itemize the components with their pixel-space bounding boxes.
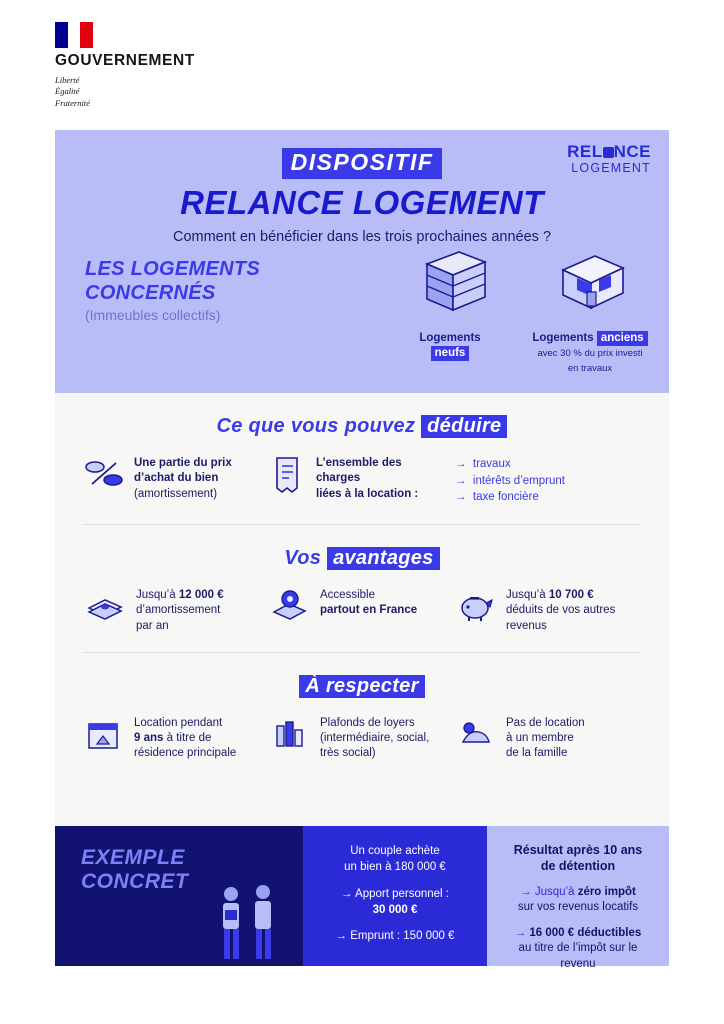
respecter-item-1-text xyxy=(134,714,236,762)
deduire-row xyxy=(83,454,641,506)
avantage-3-l3: revenus xyxy=(506,619,547,632)
concerned-subtitle: (Immeubles collectifs) xyxy=(85,307,221,324)
example-right-heading-l2: de détention xyxy=(540,859,616,874)
example-right-p1-l2: sur vos revenus locatifs xyxy=(517,901,639,914)
deduire-item-2 xyxy=(269,454,455,506)
avantage-item-1-text xyxy=(136,586,224,634)
example-right-p2 xyxy=(501,926,655,973)
section-respecter-title-box: À respecter xyxy=(299,675,424,698)
avantage-1-l1-bold: 12 000 € xyxy=(178,589,224,602)
respecter-2-l1: Plafonds de loyers xyxy=(320,716,415,729)
housing-type-old-note-l2: en travaux xyxy=(567,362,613,374)
section-respecter-title xyxy=(83,675,641,698)
example-right-heading-l1: Résultat après 10 ans xyxy=(513,843,643,857)
housing-type-new-label: Logements xyxy=(419,332,481,344)
respecter-1-l2-rest: à titre de xyxy=(163,732,212,745)
deduire-arrow-3: → taxe foncière xyxy=(455,491,539,504)
respecter-item-3-text xyxy=(506,714,585,762)
example-right-p2-l2: au titre de l’impôt sur le revenu xyxy=(518,942,638,970)
housing-types xyxy=(385,248,655,376)
avantage-item-2 xyxy=(269,586,455,634)
avantage-1-l1-pre: Jusqu’à xyxy=(136,589,179,602)
example-mid-line1: Un couple achète xyxy=(350,845,440,857)
government-header xyxy=(55,22,275,109)
section-avantages xyxy=(55,525,669,634)
page-subtitle: Comment en bénéficier dans les trois prochaines années ? xyxy=(172,229,552,245)
avantage-3-l1-pre: Jusqu’à xyxy=(506,589,549,602)
respecter-1-l2-bold: 9 ans xyxy=(134,732,164,745)
concerned-title-line1: LES LOGEMENTS xyxy=(85,258,261,280)
avantage-item-2-text xyxy=(320,586,417,634)
deduire-item-2-text xyxy=(316,454,447,506)
housing-type-old xyxy=(525,248,655,376)
logo-square-icon xyxy=(603,147,614,158)
example-left xyxy=(55,826,303,966)
housing-type-old-caption xyxy=(525,331,655,376)
old-building-icon xyxy=(547,248,633,322)
deduire-item-1 xyxy=(83,454,269,506)
calendar-house-icon xyxy=(83,714,125,762)
example-right-p1-arrow: → Jusqu’à xyxy=(520,885,578,898)
deduire-item-1-l1: Une partie du prix xyxy=(134,457,232,469)
new-building-icon xyxy=(407,248,493,322)
respecter-item-2 xyxy=(269,714,455,762)
example-mid-line3-arrow: → Apport personnel : xyxy=(340,887,450,900)
motto-egalite: Égalité xyxy=(55,86,80,97)
avantages-row xyxy=(83,586,641,634)
relance-logement-logo xyxy=(567,143,651,175)
section-avantages-title-box: avantages xyxy=(327,547,440,570)
coins-percent-icon xyxy=(83,454,125,506)
concerned-title-line2: CONCERNÉS xyxy=(85,281,216,304)
housing-type-new-caption xyxy=(385,331,515,361)
respecter-1-l3: résidence principale xyxy=(134,747,237,760)
example-middle xyxy=(303,826,487,966)
deduire-item-2-l2: liées à la location : xyxy=(316,487,419,500)
couple-illustration-icon xyxy=(201,880,297,966)
avantage-1-l3: par an xyxy=(136,619,169,632)
deduire-arrow-list xyxy=(455,454,641,506)
section-deduire-title-plain: Ce que vous pouvez xyxy=(216,415,422,437)
example-mid-line4: → Emprunt : 150 000 € xyxy=(335,930,455,943)
respecter-item-1 xyxy=(83,714,269,762)
motto-fraternite: Fraternité xyxy=(55,97,90,108)
concerned-block xyxy=(85,258,355,323)
respecter-2-l2: (intermédiaire, social, xyxy=(320,732,430,745)
respecter-3-l2: à un membre xyxy=(506,732,574,745)
avantage-item-3-text xyxy=(506,586,615,634)
government-title: GOUVERNEMENT xyxy=(55,52,195,69)
example-mid-line2: un bien à 180 000 € xyxy=(344,860,446,873)
example-right-p1-bold: zéro impôt xyxy=(577,885,636,898)
page-title: RELANCE LOGEMENT xyxy=(180,184,544,221)
deduire-arrow-2: → intérêts d’emprunt xyxy=(455,474,565,487)
respecter-row xyxy=(83,714,641,762)
deduire-item-1-l3: (amortissement) xyxy=(134,487,218,500)
avantage-1-l2: d’amortissement xyxy=(136,604,221,617)
french-flag-icon xyxy=(55,22,93,48)
kicker-badge: DISPOSITIF xyxy=(282,148,443,179)
example-section xyxy=(55,826,669,970)
example-right-p1 xyxy=(501,885,655,916)
example-right-p2-bold: 16 000 € déductibles xyxy=(529,926,642,939)
avantage-3-l1-bold: 10 700 € xyxy=(548,589,594,602)
no-family-rental-icon xyxy=(455,714,497,762)
section-avantages-title-plain: Vos xyxy=(284,547,328,570)
example-right xyxy=(487,826,669,970)
avantage-3-l2: déduits de vos autres xyxy=(506,604,616,617)
housing-type-old-note-l1: avec 30 % du prix investi xyxy=(537,347,643,359)
section-respecter xyxy=(55,653,669,762)
france-map-pin-icon xyxy=(269,586,311,634)
housing-type-old-label: Logements xyxy=(532,332,594,344)
respecter-3-l1: Pas de location xyxy=(506,716,585,729)
respecter-3-l3: de la famille xyxy=(506,747,568,760)
respecter-item-3 xyxy=(455,714,641,762)
respecter-2-l3: très social) xyxy=(320,747,376,760)
deduire-item-1-text xyxy=(134,454,232,506)
logo-line-1: REL NCE xyxy=(567,142,651,161)
deduire-arrows xyxy=(455,454,565,506)
avantage-2-l2: partout en France xyxy=(320,604,418,617)
respecter-item-2-text xyxy=(320,714,429,762)
deduire-item-1-l2: d’achat du bien xyxy=(134,472,219,485)
piggy-bank-icon xyxy=(455,586,497,634)
section-avantages-title xyxy=(83,547,641,570)
rent-ceiling-icon xyxy=(269,714,311,762)
housing-type-new-highlight: neufs xyxy=(431,346,470,361)
avantage-item-3 xyxy=(455,586,641,634)
section-deduire xyxy=(55,393,669,506)
avantage-item-1 xyxy=(83,586,269,634)
example-mid-line3 xyxy=(319,887,471,919)
section-deduire-title-box: déduire xyxy=(421,415,507,438)
deduire-arrow-1: → travaux xyxy=(455,458,511,470)
government-motto xyxy=(55,75,275,109)
motto-liberte: Liberté xyxy=(55,75,80,85)
poster xyxy=(55,130,669,970)
banknotes-icon xyxy=(83,586,127,634)
section-deduire-title xyxy=(83,415,641,438)
invoice-icon xyxy=(269,454,307,506)
respecter-1-l1: Location pendant xyxy=(134,716,223,729)
example-mid-line3-amount: 30 000 € xyxy=(372,903,418,916)
housing-type-old-highlight: anciens xyxy=(597,331,648,346)
logo-line-2: LOGEMENT xyxy=(571,161,651,175)
housing-type-new xyxy=(385,248,515,376)
hero-section xyxy=(55,130,669,393)
deduire-item-2-l1: L’ensemble des charges xyxy=(316,457,402,485)
avantage-2-l1: Accessible xyxy=(320,589,375,602)
example-title-l2: CONCRET xyxy=(81,870,189,894)
example-right-p2-arrow: → xyxy=(514,926,530,939)
example-title-l1: EXEMPLE xyxy=(81,846,185,869)
